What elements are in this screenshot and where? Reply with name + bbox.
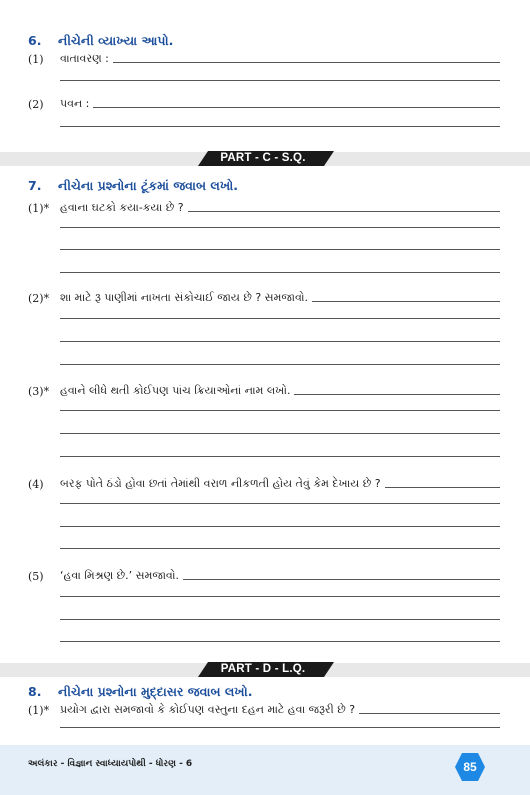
answer-line[interactable] bbox=[60, 126, 500, 127]
answer-line[interactable] bbox=[60, 433, 500, 434]
answer-line[interactable] bbox=[60, 548, 500, 549]
q7-item-5-number: (5) bbox=[28, 570, 44, 583]
q7-item-5 bbox=[28, 569, 500, 583]
footer-book-title: અલંકાર - વિજ્ઞાન સ્વાધ્યાયપોથી - ધોરણ - 6 bbox=[28, 759, 193, 769]
q7-item-4-number: (4) bbox=[28, 478, 44, 491]
answer-line[interactable] bbox=[60, 341, 500, 342]
answer-line[interactable] bbox=[113, 62, 500, 63]
answer-line[interactable] bbox=[60, 619, 500, 620]
answer-line[interactable] bbox=[188, 211, 500, 212]
answer-line[interactable] bbox=[60, 456, 500, 457]
answer-line[interactable] bbox=[60, 80, 500, 81]
q7-item-2-text: શા માટે રૂ પાણીમાં નાખતા સંકોચાઈ જાય છે ? સમજાવો. bbox=[60, 291, 309, 304]
q7-item-1-number: (1)* bbox=[28, 202, 50, 215]
page-number-badge bbox=[455, 753, 485, 781]
answer-line[interactable] bbox=[312, 301, 500, 302]
question-6-text: નીચેની વ્યાખ્યા આપો. bbox=[58, 33, 174, 48]
answer-line[interactable] bbox=[60, 641, 500, 642]
q7-item-5-text: ‘હવા મિશ્રણ છે.’ સમજાવો. bbox=[60, 569, 180, 582]
q6-item-2-text: પવન : bbox=[60, 97, 90, 110]
question-7-text: નીચેના પ્રશ્નોના ટૂંકમાં જવાબ લખો. bbox=[58, 178, 238, 193]
answer-line[interactable] bbox=[359, 713, 500, 714]
part-d-label: PART - D - L.Q. bbox=[220, 663, 306, 675]
answer-line[interactable] bbox=[60, 503, 500, 504]
q7-item-4 bbox=[28, 477, 500, 491]
answer-line[interactable] bbox=[60, 596, 500, 597]
answer-line[interactable] bbox=[60, 364, 500, 365]
q7-item-3-number: (3)* bbox=[28, 385, 50, 398]
q7-item-2 bbox=[28, 291, 500, 305]
page-footer bbox=[0, 745, 530, 795]
q8-item-1-text: પ્રયોગ દ્વારા સમજાવો કે કોઈપણ વસ્તુના દહન માટે હવા જરૂરી છે ? bbox=[60, 703, 356, 716]
q6-item-1-number: (1) bbox=[28, 53, 44, 66]
question-6-number: 6. bbox=[28, 33, 42, 48]
answer-line[interactable] bbox=[60, 526, 500, 527]
answer-line[interactable] bbox=[60, 272, 500, 273]
answer-line[interactable] bbox=[294, 394, 500, 395]
q8-item-1-number: (1)* bbox=[28, 704, 50, 717]
answer-line[interactable] bbox=[183, 579, 500, 580]
part-d-tag bbox=[198, 662, 334, 677]
answer-line[interactable] bbox=[60, 227, 500, 228]
question-8-number: 8. bbox=[28, 684, 42, 699]
answer-line[interactable] bbox=[60, 727, 500, 728]
question-7-number: 7. bbox=[28, 178, 42, 193]
q7-item-3-text: હવાને લીધે થતી કોઈપણ પાંચ ક્રિયાઓનાં નામ લખો. bbox=[60, 384, 291, 397]
q7-item-4-text: બરફ પોતે ઠંડો હોવા છતાં તેમાંથી વરાળ નીકળતી હોય તેવું કેમ દેખાય છે ? bbox=[60, 477, 381, 490]
q7-item-2-number: (2)* bbox=[28, 292, 50, 305]
q7-item-1 bbox=[28, 201, 500, 215]
question-8-heading bbox=[28, 684, 252, 700]
q8-item-1 bbox=[28, 703, 500, 717]
q7-item-1-text: હવાના ઘટકો કયા-કયા છે ? bbox=[60, 201, 184, 214]
question-6-heading bbox=[28, 33, 173, 49]
answer-line[interactable] bbox=[60, 410, 500, 411]
q7-item-3 bbox=[28, 384, 500, 398]
q6-item-2 bbox=[28, 97, 500, 111]
answer-line[interactable] bbox=[60, 249, 500, 250]
q6-item-1-text: વાતાવરણ : bbox=[60, 52, 109, 65]
question-8-text: નીચેના પ્રશ્નોના મુદ્દાસર જવાબ લખો. bbox=[58, 684, 253, 699]
answer-line[interactable] bbox=[385, 487, 500, 488]
answer-line[interactable] bbox=[93, 107, 500, 108]
q6-item-1 bbox=[28, 52, 500, 66]
q6-item-2-number: (2) bbox=[28, 98, 44, 111]
part-c-label: PART - C - S.Q. bbox=[220, 152, 306, 164]
page-number: 85 bbox=[463, 760, 477, 774]
answer-line[interactable] bbox=[60, 318, 500, 319]
question-7-heading bbox=[28, 178, 238, 194]
part-c-tag bbox=[198, 151, 334, 166]
